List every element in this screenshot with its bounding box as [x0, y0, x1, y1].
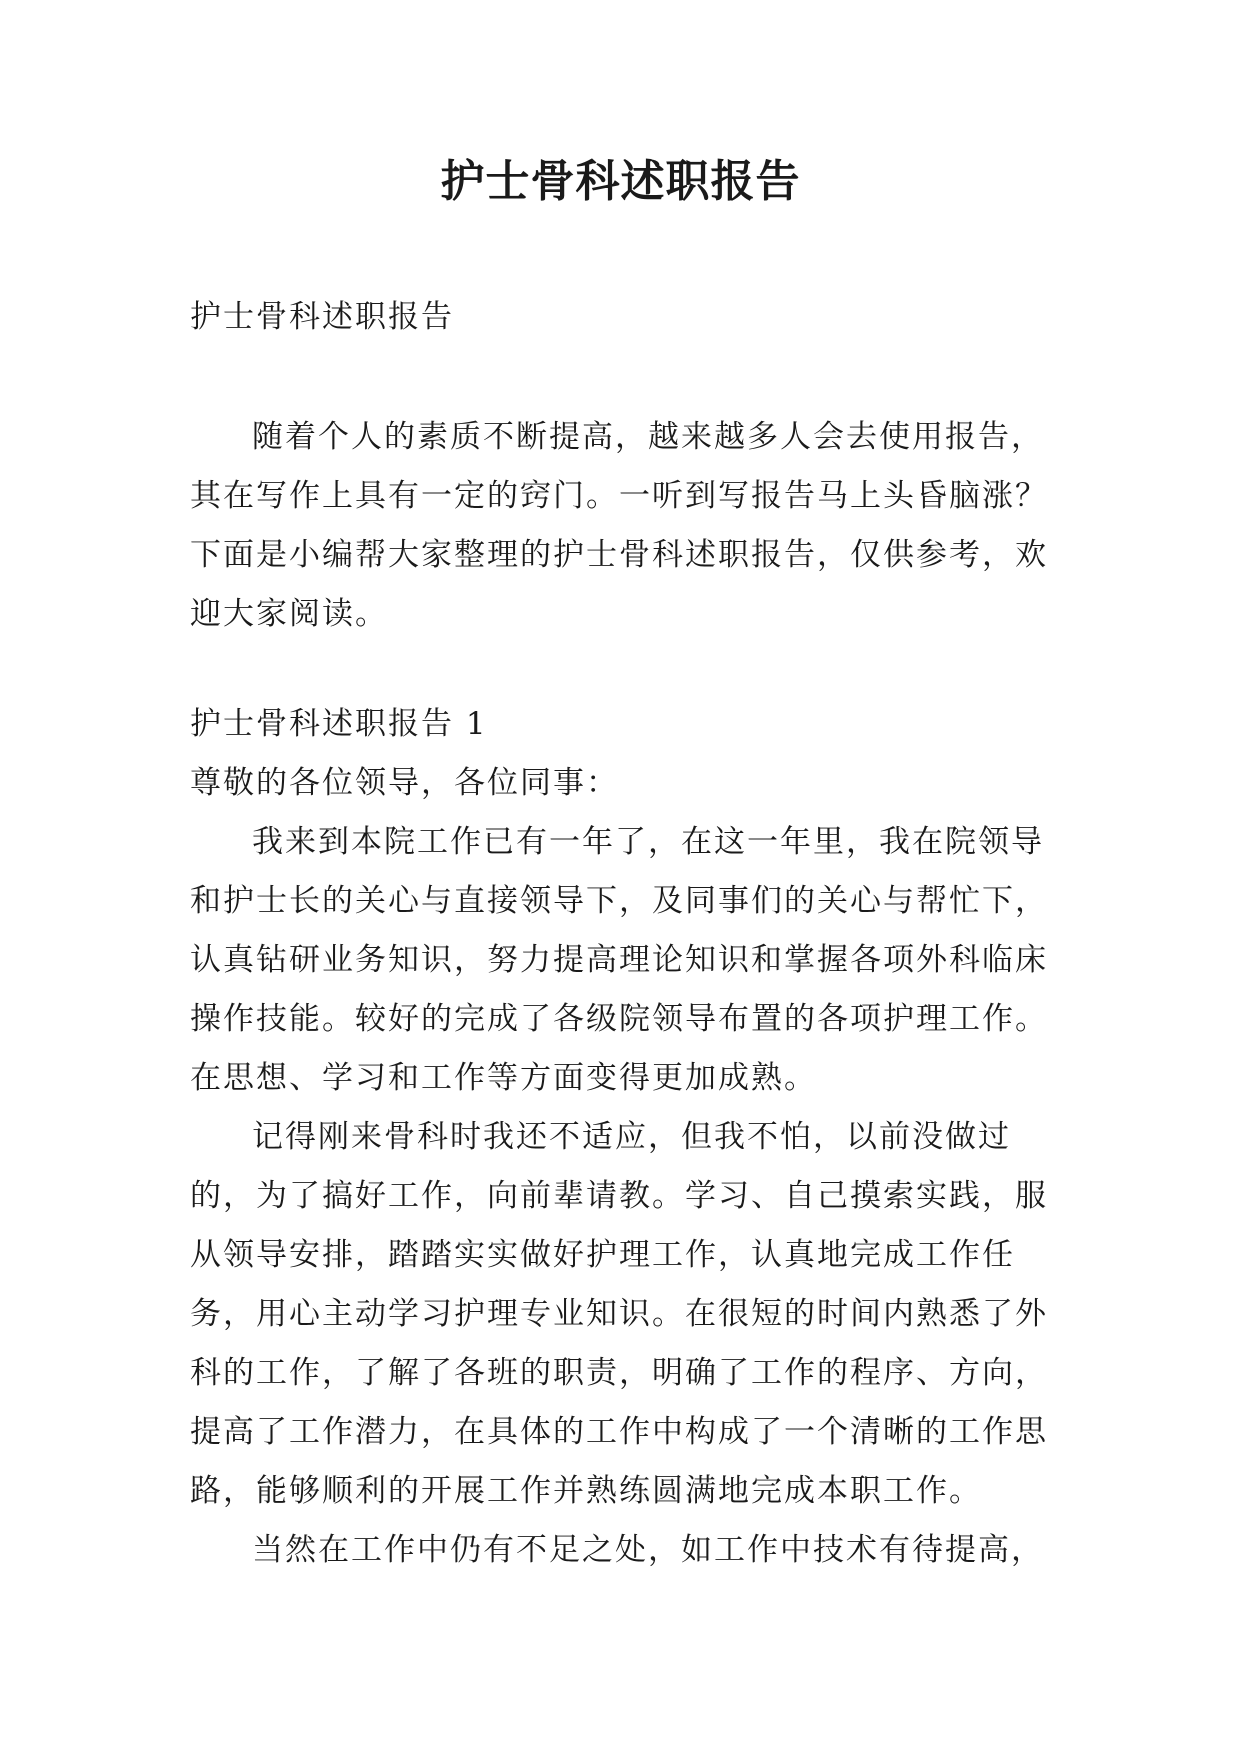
salutation: 尊敬的各位领导，各位同事：	[190, 765, 619, 801]
report-body	[190, 695, 1070, 1580]
document-title: 护士骨科述职报告	[440, 156, 801, 207]
document-subtitle: 护士骨科述职报告	[190, 299, 454, 335]
body-paragraph-3: 当然在工作中仍有不足之处，如工作中技术有待提高，	[252, 1532, 1044, 1568]
section-heading: 护士骨科述职报告 1	[190, 706, 488, 742]
intro-block	[190, 408, 1070, 644]
intro-paragraph: 随着个人的素质不断提高，越来越多人会去使用报告，其在写作上具有一定的窍门。一听到写报告马上头昏脑涨？下面是小编帮大家整理的护士骨科述职报告，仅供参考，欢迎大家阅读。	[190, 419, 1048, 632]
body-paragraph-1: 我来到本院工作已有一年了，在这一年里，我在院领导和护士长的关心与直接领导下，及同事们的关心与帮忙下，认真钻研业务知识，努力提高理论知识和掌握各项外科临床操作技能。较好的完成了各级院领导布置的各项护理工作。在思想、学习和工作等方面变得更加成熟。	[190, 824, 1048, 1096]
body-paragraph-2: 记得刚来骨科时我还不适应，但我不怕，以前没做过的，为了搞好工作，向前辈请教。学习、自己摸索实践，服从领导安排，踏踏实实做好护理工作，认真地完成工作任务，用心主动学习护理专业知识。在很短的时间内熟悉了外科的工作，了解了各班的职责，明确了工作的程序、方向，提高了工作潜力，在具体的工作中构成了一个清晰的工作思路，能够顺利的开展工作并熟练圆满地完成本职工作。	[190, 1119, 1048, 1509]
